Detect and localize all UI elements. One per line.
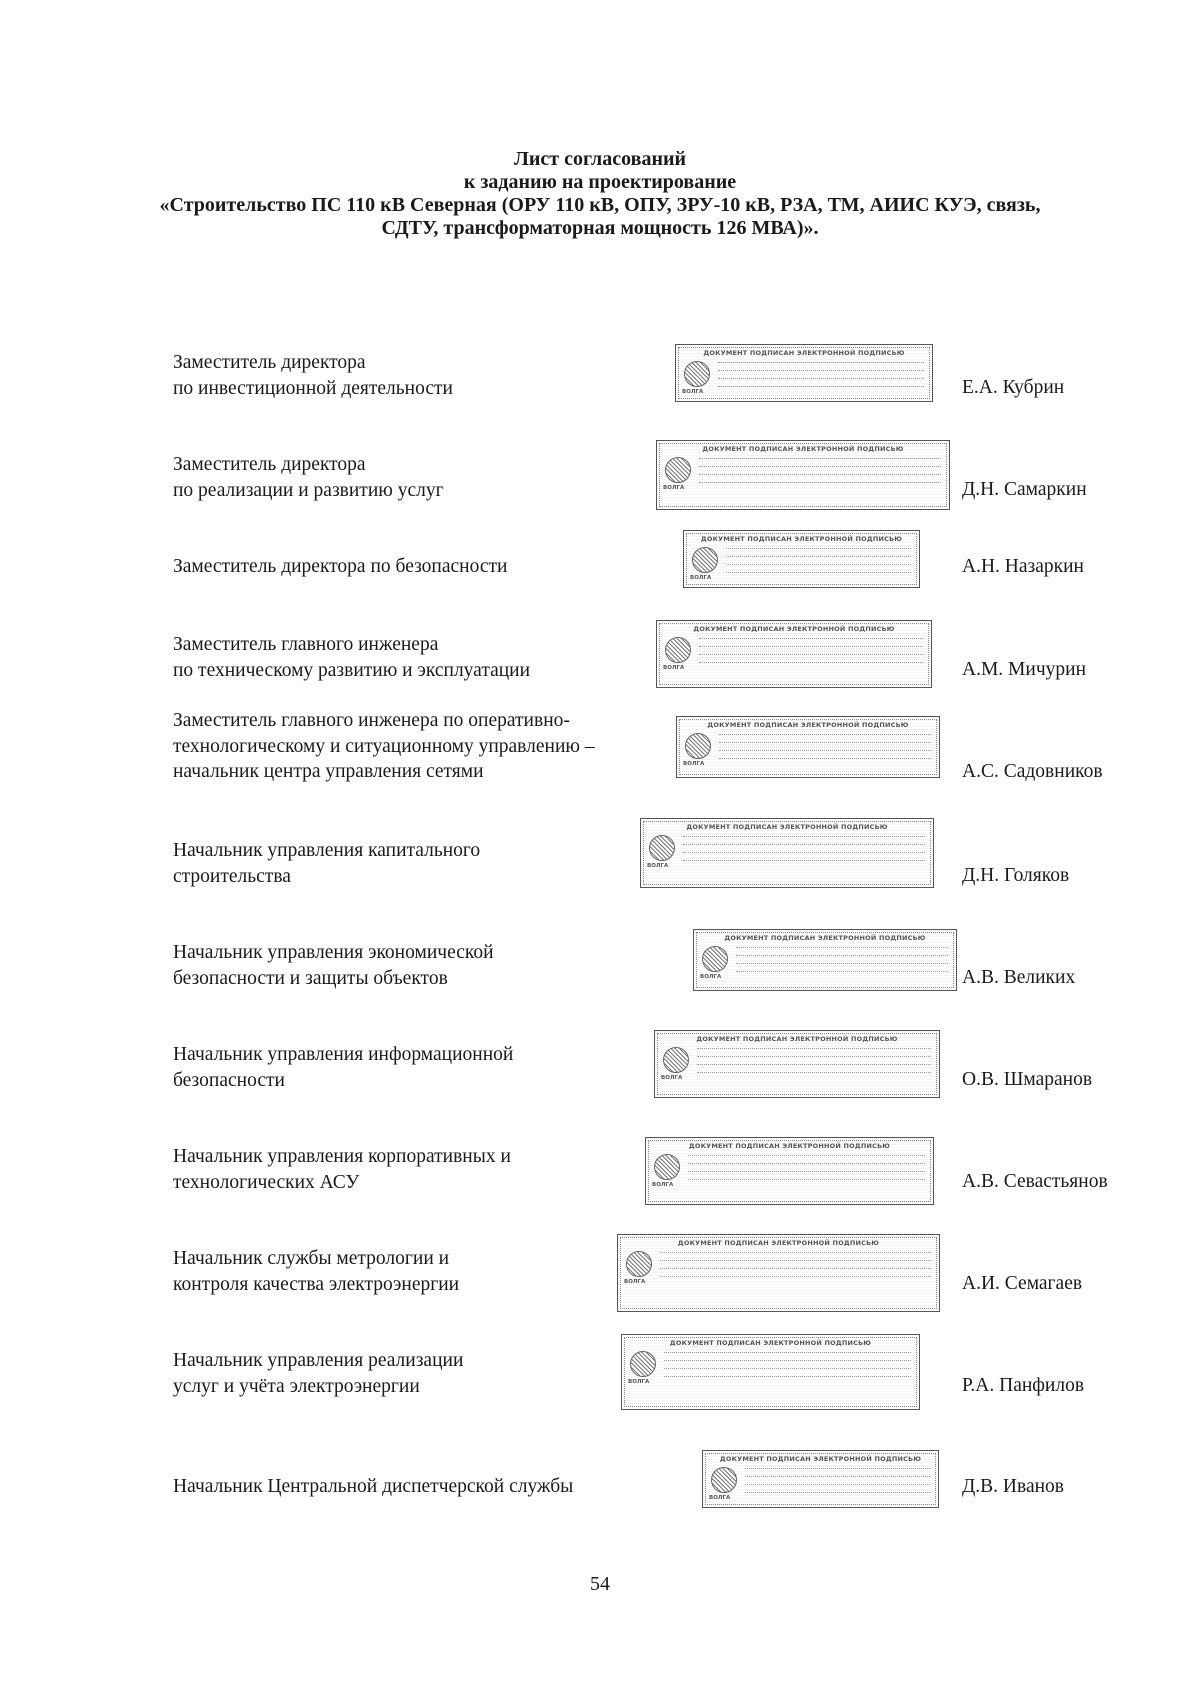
signature-stamp: ДОКУМЕНТ ПОДПИСАН ЭЛЕКТРОННОЙ ПОДПИСЬЮ ВОЛГА (621, 1334, 920, 1410)
header-project-line-1: «Строительство ПС 110 кВ Северная (ОРУ 110 кВ, ОПУ, ЗРУ-10 кВ, РЗА, ТМ, АИИС КУЭ, связь, (159, 194, 1041, 216)
signatory-name: А.М. Мичурин (962, 659, 1086, 680)
signatory-position: Заместитель главного инженера по техническому развитию и эксплуатации (173, 634, 531, 681)
stamp-logo-icon (711, 1467, 737, 1493)
stamp-logo-icon (663, 1047, 689, 1073)
page-number: 54 (590, 1573, 610, 1595)
signatory-position: Начальник управления реализации услуг и учёта электроэнергии (173, 1350, 464, 1397)
signatory-position: Заместитель директора по безопасности (173, 556, 508, 577)
signatory-position: Начальник службы метрологии и контроля качества электроэнергии (173, 1248, 460, 1295)
signatory-name: А.И. Семагаев (962, 1273, 1083, 1294)
header-project-line-2: СДТУ, трансформаторная мощность 126 МВА)». (381, 217, 819, 239)
stamp-logo-icon (685, 733, 711, 759)
signatory-name: А.В. Великих (962, 967, 1076, 988)
signature-stamp: ДОКУМЕНТ ПОДПИСАН ЭЛЕКТРОННОЙ ПОДПИСЬЮ ВОЛГА (693, 929, 957, 991)
signatory-position: Заместитель директора по реализации и развитию услуг (173, 454, 444, 501)
stamp-logo-icon (692, 547, 718, 573)
stamp-logo-icon (654, 1154, 680, 1180)
signatory-position: Начальник управления информационной безопасности (173, 1044, 514, 1091)
signatory-position: Начальник управления экономической безопасности и защиты объектов (173, 942, 494, 989)
signature-stamp: ДОКУМЕНТ ПОДПИСАН ЭЛЕКТРОННОЙ ПОДПИСЬЮ ВОЛГА (702, 1450, 939, 1508)
stamp-logo-icon (665, 637, 691, 663)
signatory-name: Е.А. Кубрин (962, 377, 1065, 398)
signatory-name: А.С. Садовников (962, 761, 1103, 782)
signature-stamp: ДОКУМЕНТ ПОДПИСАН ЭЛЕКТРОННОЙ ПОДПИСЬЮ ВОЛГА (675, 344, 933, 402)
signatory-position: Заместитель директора по инвестиционной деятельности (173, 352, 453, 399)
signatory-position: Начальник управления корпоративных и технологических АСУ (173, 1146, 511, 1193)
stamp-logo-icon (649, 835, 675, 861)
signatory-name: Д.В. Иванов (962, 1476, 1065, 1497)
stamp-logo-icon (702, 946, 728, 972)
signatory-name: А.Н. Назаркин (962, 556, 1084, 577)
header-title: Лист согласований (513, 148, 687, 170)
signature-stamp: ДОКУМЕНТ ПОДПИСАН ЭЛЕКТРОННОЙ ПОДПИСЬЮ ВОЛГА (640, 818, 934, 888)
signatory-name: А.В. Севастьянов (962, 1171, 1108, 1192)
signatory-position: Начальник Центральной диспетчерской службы (173, 1476, 574, 1497)
signatory-position: Заместитель главного инженера по оперативно- технологическому и ситуационному управлению – начальник центра управления сетями (173, 710, 595, 782)
signature-stamp: ДОКУМЕНТ ПОДПИСАН ЭЛЕКТРОННОЙ ПОДПИСЬЮ ВОЛГА (656, 620, 932, 688)
stamp-logo-icon (626, 1251, 652, 1277)
signature-stamp: ДОКУМЕНТ ПОДПИСАН ЭЛЕКТРОННОЙ ПОДПИСЬЮ ВОЛГА (676, 716, 940, 778)
signatory-name: Д.Н. Голяков (962, 865, 1070, 886)
signature-stamp: ДОКУМЕНТ ПОДПИСАН ЭЛЕКТРОННОЙ ПОДПИСЬЮ ВОЛГА (617, 1234, 940, 1312)
signatory-name: Р.А. Панфилов (962, 1375, 1085, 1396)
signatory-position: Начальник управления капитального строительства (173, 840, 481, 887)
stamp-logo-icon (630, 1351, 656, 1377)
signature-stamp: ДОКУМЕНТ ПОДПИСАН ЭЛЕКТРОННОЙ ПОДПИСЬЮ ВОЛГА (654, 1030, 940, 1098)
signature-stamp: ДОКУМЕНТ ПОДПИСАН ЭЛЕКТРОННОЙ ПОДПИСЬЮ ВОЛГА (645, 1137, 934, 1205)
stamp-logo-icon (665, 457, 691, 483)
signatory-name: О.В. Шмаранов (962, 1069, 1093, 1090)
signatory-name: Д.Н. Самаркин (962, 479, 1087, 500)
header-subtitle: к заданию на проектирование (463, 171, 737, 193)
signature-stamp: ДОКУМЕНТ ПОДПИСАН ЭЛЕКТРОННОЙ ПОДПИСЬЮ ВОЛГА (683, 530, 920, 588)
signature-stamp: ДОКУМЕНТ ПОДПИСАН ЭЛЕКТРОННОЙ ПОДПИСЬЮ ВОЛГА (656, 440, 950, 510)
stamp-logo-icon (684, 361, 710, 387)
